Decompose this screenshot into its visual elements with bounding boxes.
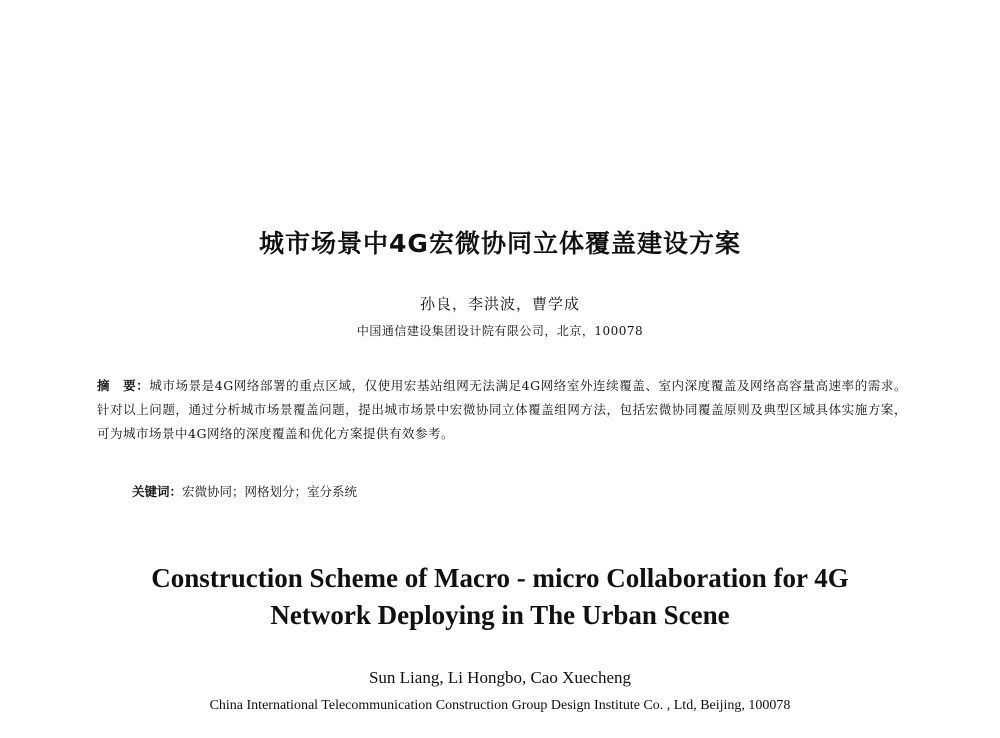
- keywords-text: 宏微协同；网格划分；室分系统: [182, 484, 358, 499]
- english-authors: Sun Liang, Li Hongbo, Cao Xuecheng: [368, 668, 632, 687]
- chinese-abstract: [97, 374, 907, 446]
- english-title: [0, 560, 1000, 634]
- abstract-text: 城市场景是4G网络部署的重点区域，仅使用宏基站组网无法满足4G网络室外连续覆盖、室内深度覆盖及网络高容量高速率的需求。针对以上问题，通过分析城市场景覆盖问题，提出城市场景中宏微协同立体覆盖组网方法，包括宏微协同覆盖原则及典型区域具体实施方案，可为城市场景中4G网络的深度覆盖和优化方案提供有效参考。: [97, 378, 907, 441]
- chinese-affiliation: 中国通信建设集团设计院有限公司，北京，100078: [356, 324, 644, 338]
- english-title-line-2: Network Deploying in The Urban Scene: [270, 600, 730, 630]
- english-title-line-1: Construction Scheme of Macro - micro Collaboration for 4G: [151, 563, 849, 593]
- chinese-title: 城市场景中4G宏微协同立体覆盖建设方案: [259, 229, 741, 258]
- abstract-label: 摘 要：: [97, 378, 150, 393]
- chinese-keywords: [132, 482, 357, 500]
- chinese-authors: 孙良，李洪波，曹学成: [419, 295, 580, 313]
- english-affiliation: China International Telecommunication Construction Group Design Institute Co. , Ltd, Beijing, 100078: [209, 698, 791, 713]
- keywords-label: 关键词：: [132, 484, 183, 499]
